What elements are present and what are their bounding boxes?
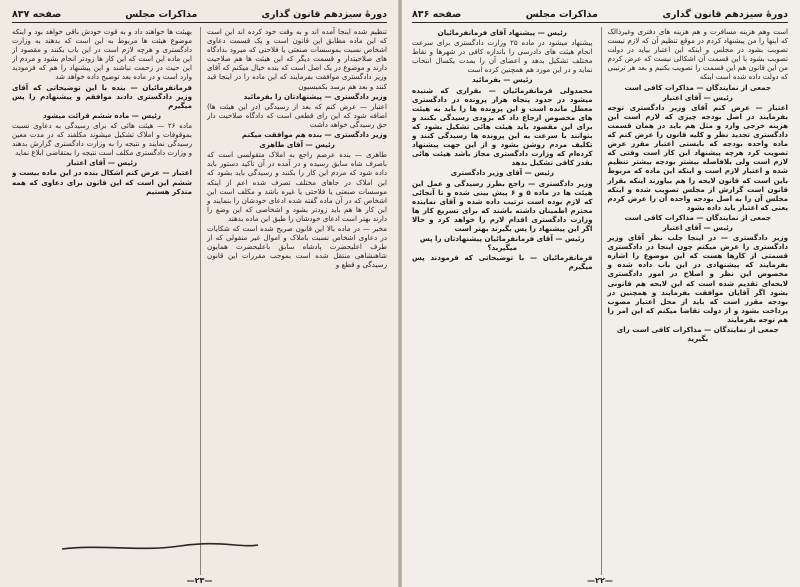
speaker-heading: رئیس — آقای طاهری bbox=[259, 140, 335, 150]
paragraph: است وهم هزینه مسافرت و هم هزینه های دفتری وغیرذالک که اینها را من پیشنهاد کردم در موقع تنظیم آن که لازم نیست تصویب بشود در مجلس و اینکه این اعتبار بیاید در دولت تصویب بشود با این قسمت آن اشکالی نیست که عرض کردم من این قانون هم این قسمت را تصویب بکنیم و بعد هر ترتیبی که دولت داده شده است اینکه bbox=[607, 27, 788, 82]
left-header-session: دورهٔ سیزدهم قانون گذاری bbox=[261, 9, 387, 20]
left-page-column-left bbox=[12, 27, 192, 575]
speaker-heading: جمعی از نمایندگان — مذاکرات کافی است رای بگیرید bbox=[616, 325, 779, 344]
right-page-folio: —۲۲— bbox=[587, 576, 613, 585]
right-page-column-right bbox=[601, 27, 789, 575]
speaker-heading: رئیس — بفرمائید bbox=[471, 75, 533, 85]
paragraph: فرمانفرمائیان — بنده با این توضیحاتی که آقای وزیر دادگستری دادند موافقم و پیشنهادم را پس میگیرم bbox=[12, 82, 192, 110]
book-gutter bbox=[398, 0, 402, 587]
right-header-title: مذاکرات مجلس bbox=[525, 9, 598, 20]
speaker-heading: رئیس — آقای فرمانفرمائیان پیشنهادتان را پس میگیرید؟ bbox=[419, 234, 585, 253]
left-page-header bbox=[12, 6, 387, 23]
speaker-heading: جمعی از نمایندگان — مذاکرات کافی است bbox=[624, 82, 772, 92]
paragraph: اعتبار — عرض کنم که بعد از رسیدگی (در این هیئت ها) اضافه شود که این رای قطعی است که دادگاه صلاحیت دار حق رسیدگی خواهد داشت bbox=[207, 101, 387, 129]
speaker-heading: رئیس — پیشنهاد آقای فرمانفرمائیان bbox=[437, 28, 567, 37]
paragraph: اعتبار — عرض کنم آقای وزیر دادگستری توجه بفرمایند در اصل بودجه چیزی که لازم است این هزینه خرجی وارد و مثل هم باید در همان قسمت دادگستری تجدید نظر و کلیه قانون را عرض کنم که ماده واحده بودجه که بایستی اعتبار مقرر عرض تصویب کرد هرچه پیشنهاد این کار است وقتی که لازم است ولی بلافاصله بیشتر بودجه بیشتر تنظیم شده و اعتبار لازم است و اینکه این ماده که مربوط باین است که قانون لایحه را هم بیاورند اینکه بقرار قانون است گزارش از مجلس تصویب شده و اینکه مجلس آن را به اصل بودجه واحده آن را عرض کردم یعنی که اعتبار باید داده بشود bbox=[607, 102, 788, 212]
right-page-columns bbox=[412, 27, 788, 575]
paragraph: محمدولی فرمانفرمائیان — بقراری که شنیده میشود در حدود پنجاه هزار پرونده در دادگستری معطل مانده است و این پرونده ها را باید به هیئت های مخصوص ارجاع داد که بزودی رسیدگی بکنند و برای این مقصود باید هیئت هائی تشکیل بشود که بتوانند با سرعت به این پرونده ها رسیدگی کنند و تکلیف مردم روشن بشود و از این جهت پیشنهاد کرده‌ام که وزارت دادگستری مجاز باشد هیئت هائی بقدر کافی تشکیل بدهد bbox=[412, 85, 593, 168]
paragraph: وزیر دادگستری — پیشنهادتان را بفرمائید bbox=[243, 91, 387, 101]
speaker-heading: جمعی از نمایندگان — مذاکرات کافی است bbox=[624, 212, 772, 222]
paragraph: اعتبار — عرض کنم اشکال بنده در این ماده بیست و ششم این است که این قانون برای دعاوی که همه متذکر هستیم bbox=[12, 168, 192, 196]
paragraph: وزیر دادگستری — در اینجا جلب نظر آقای وزیر دادگستری را عرض میکنم چون اینجا در دادگستری قسمتی از کارها هست که این موضوع را اشاره بفرمایند که پیشنهادی در این باب داده شده و مخصوص این نظر و اصلاح در امور دادگستری لایحه‌ای تقدیم شده است که این لایحه هم قانونی بشود اگر آقایان موافقت بفرمایند و همچنین در بودجه مقرر است که باید از محل اعتبار مصوب پرداخت بشود و از دولت تقاضا میکنم که این امر را هم توجه بفرمایند bbox=[607, 233, 788, 324]
left-page-columns bbox=[12, 27, 387, 575]
paragraph: وزیر دادگستری — راجع بطرز رسیدگی و عمل این هیئت ها در ماده ۵ و ۶ پیش بینی شده و تا آنجائی که لازم بوده است ترتیب داده شده و آقای نماینده محترم اطمینان داشته باشند که برای تسریع کار ها وزارت دادگستری اقدام لازم را خواهد کرد و حالا اگر این پیشنهاد را پس بگیرند بهتر است bbox=[412, 178, 593, 233]
left-header-title: مذاکرات مجلس bbox=[125, 9, 198, 20]
speaker-heading: رئیس — آقای وزیر دادگستری bbox=[450, 168, 554, 178]
paragraph: تنظیم شده اینجا آمده اند و به وقت خود کرده اند این است که این ماده مطابق این قانون است و یک قسمت دعاوی اشخاص نسبت بموسسات صنعتی یا فلاحتی که میرود بدادگاه های صلاحیتدار و قسمت دیگر که این هیئت ها هم صلاحیت دارند و موضوع در یک اصل است که بنده خیال میکنم که آقای وزیر دادگستری موافقت بفرمایند که این ماده را در اینجا قید کنند و بعد هم برسد بکمیسیون bbox=[207, 27, 387, 91]
handwritten-underline-mark bbox=[60, 540, 260, 554]
paragraph: مخبر — در ماده بالا این قانون صریح شده است که شکایات در دعاوی اشخاص نسبت باملاک و اموال غیر منقولی که از طرف اعلیحضرت پادشاه سابق باعلیحضرت همایون شاهنشاهی منتقل شده است بموجب مقررات این قانون رسیدگی و قطع و bbox=[207, 223, 387, 270]
right-header-page-number: صفحه ۸۳۶ bbox=[412, 9, 462, 20]
speaker-heading: رئیس — آقای اعتبار bbox=[662, 222, 733, 232]
paragraph: ماده ۲۶ — هیئت هائی که برای رسیدگی به دعاوی نسبت بموقوفات و املاک تشکیل میشوند مکلفند که در مدت معین رسیدگی نمایند و نتیجه را به وزارت دادگستری گزارش بدهند و وزارت دادگستری مکلف است نتیجه را بمتقاضی ابلاغ نماید bbox=[12, 120, 192, 158]
speaker-heading: رئیس — آقای اعتبار bbox=[66, 158, 138, 168]
paragraph: وزیر دادگستری — بنده هم موافقت میکنم bbox=[241, 130, 387, 140]
speaker-heading: رئیس — ماده ششم قرائت میشود bbox=[42, 110, 161, 120]
right-page bbox=[400, 0, 800, 587]
left-page-column-right bbox=[200, 27, 387, 575]
paragraph: طاهری — بنده عرضم راجع به املاک متقولسی است که باصرف شاه سابق رسیده و در آمده در آن تاکید دستور باید داده شود که مردم این کار را بکنند و رسیدگی باید بشود که این املاک در جاهای مختلف تصرف شده اعم از اینکه موسسات صنعتی یا فلاحتی یا غیره باشد و مکلف است این اشخاص که در آن ماده گفته شده ادعای خودشان را بنمایند و این کار ها هم باید زودتر بشود و اشخاصی که این وضع را دارند بهتر است ادعای خودشان را طبق این ماده بدهند bbox=[207, 150, 387, 223]
speaker-heading: رئیس — آقای اعتبار bbox=[662, 92, 733, 102]
right-page-header bbox=[412, 6, 788, 23]
right-header-session: دورهٔ سیزدهم قانون گذاری bbox=[662, 9, 788, 20]
right-page-column-left bbox=[412, 27, 593, 575]
paragraph: پیشنهاد میشود در ماده ۲۵ وزارت دادگستری برای سرعت انجام هیئت های دادرسی را بانداره کافی در شهرها و نقاط مختلف تشکیل بدهد و اعضای آن را بمدت یکسال انتخاب نماید و در این مورد هم همچنین کرده است bbox=[412, 38, 593, 75]
left-page-folio: —۲۳— bbox=[186, 576, 213, 585]
paragraph: فرمانفرمائیان — با توضیحاتی که فرمودند پس میگیرم bbox=[412, 253, 593, 272]
left-header-page-number: صفحه ۸۳۷ bbox=[12, 9, 62, 20]
paragraph: بهیئت ها خواهند داد و به قوت خودش باقی خواهد بود و اینکه موضوع هیئت ها مربوط به این است که بدهند به وزارت دادگستری و هرچه لازم است در این باب بکنند و مقصود از این ماده این است که این کار ها زودتر انجام بشود و مردم از این حیث در زحمت نباشند و این پیشنهاد را هم که فرمودید وارد است و در ماده بعد توضیح داده خواهد شد bbox=[12, 27, 192, 82]
